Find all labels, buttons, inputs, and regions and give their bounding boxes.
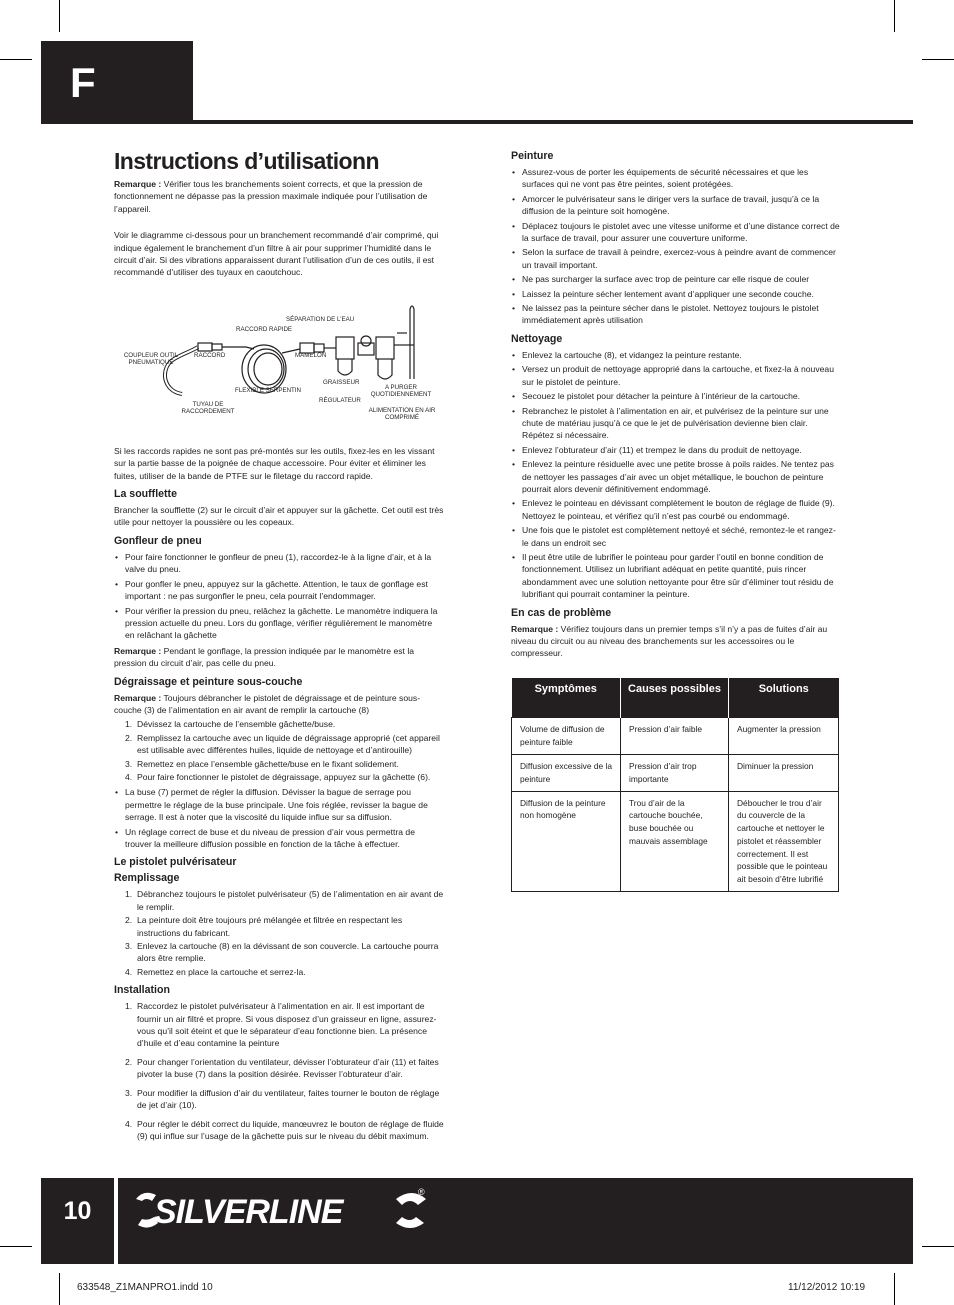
crop-mark [894,0,895,32]
list-item [114,771,444,783]
step-number: 4. [125,966,133,977]
list-item: • Enlevez le pointeau en dévissant complètement le bouton de réglage de fluide (9). Nettoyez le pointeau, et vérifiez qu’il n’est pas courbé ou endommagé. [511,497,841,522]
step-number: 3. [125,758,133,769]
note-text: Pendant le gonflage, la pression indiquée par le manomètre est la pression du circuit d’air, pas celle du pneu. [114,645,415,669]
crop-mark [59,0,60,32]
header-symptomes: Symptômes [512,678,621,718]
label-coupleur: COUPLEUR OUTIL PNEUMATIQUE [123,351,179,367]
list-item: • Versez un produit de nettoyage approprié dans la cartouche, et fixez-la à nouveau sur le pistolet de peinture. [511,363,841,388]
step-text: Pour modifier la diffusion d’air du ventilateur, faites tourner le bouton de réglage de jet d’air (10). [137,1087,440,1111]
right-column [511,150,841,892]
file-slug: 633548_Z1MANPRO1.indd 10 [77,1282,213,1293]
list-item: • Une fois que le pistolet est complètement nettoyé et séché, remontez-le et rangez-le dans un endroit sec [511,524,841,549]
crop-mark [0,59,32,60]
note-label: Remarque : [511,623,559,634]
list-item: • Enlevez la peinture résiduelle avec une petite brosse à poils raides. Ne tentez pas de nettoyer les passages d’air avec un objet métallique, le bouchon de peinture pourrait alors devenir définitivement endommagé. [511,458,841,495]
step-text: Remettez en place la cartouche et serrez-la. [137,966,306,977]
label-flexible: FLEXIBLE SERPENTIN [235,386,302,394]
logo-graphic [134,1185,434,1235]
list-item [114,940,444,965]
date-slug: 11/12/2012 10:19 [788,1282,866,1293]
page-number: 10 [63,1197,92,1225]
list-item: • Ne pas surcharger la surface avec trop de peinture car elle risque de couler [511,273,841,285]
soufflette-paragraph: Brancher la soufflette (2) sur le circuit d’air et appuyer sur la gâchette. Cet outil est très utile pour nettoyer la poussière ou les copeaux. [114,505,444,528]
step-number: 1. [125,1001,133,1012]
list-item: • Déplacez toujours le pistolet avec une vitesse uniforme et d’une distance correct de la surface de travail, pour assurer une couverture uniforme. [511,220,841,245]
registered-mark: ® [418,1187,425,1197]
label-separation-eau: SÉPARATION DE L’EAU [286,315,355,323]
table-cell: Déboucher le trou d’air du couvercle de la cartouche et nettoyer le pistolet et réassembler correctement. Il est possible que le pointeau ait besoin d’être lubrifié [729,791,839,892]
label-graisseur: GRAISSEUR [323,378,360,386]
list-item: • Rebranchez le pistolet à l’alimentation en air, et pulvérisez de la peinture sur une chute de matériau jusqu’à ce que le jet de pulvérisation devienne bien clair. Répétez si nécessaire. [511,405,841,442]
raccords-paragraph: Si les raccords rapides ne sont pas pré-montés sur les outils, fixez-les en les vissant sur la partie basse de la poignée de chaque accessoire. Pour éviter et éliminer les fuites, utiliser de la bande de PTFE sur le filetage du raccord rapide. [114,445,435,481]
table-cell: Augmenter la pression [729,718,839,755]
language-letter: F [70,59,96,106]
gonfleur-list [114,551,444,642]
list-item [114,758,444,770]
list-item: • Il peut être utile de lubrifier le pointeau pour garder l’outil en bonne condition de fonctionnement. Utilisez un lubrifiant adéquat en petite quantité, puis rincer abondamment avec une solution nettoyante pour être sûr d’éliminer tout résidu de lubrifiant qui pourrait contaminer la peinture. [511,551,841,601]
list-item: • Laissez la peinture sécher lentement avant d’appliquer une seconde couche. [511,288,841,300]
remplissage-steps [114,888,444,978]
list-item: • Selon la surface de travail à peindre, exercez-vous à peindre avant de commencer un travail important. [511,246,841,271]
label-mamelon: MAMELON [295,351,327,359]
label-regulateur: RÉGULATEUR [319,396,361,404]
list-item [114,718,444,730]
logo-wordmark: SILVERLINE [154,1193,343,1231]
gonfleur-note [114,645,444,670]
label-raccord-rapide: RACCORD RAPIDE [236,325,293,333]
step-text: Dévissez la cartouche de l’ensemble gâchette/buse. [137,719,336,730]
degraissage-steps [114,718,444,783]
left-column [114,148,444,1148]
list-item [114,1056,444,1081]
crop-mark [922,1246,954,1247]
list-item [114,888,444,913]
installation-heading: Installation [114,984,170,997]
list-item [114,914,444,939]
list-item [114,732,444,757]
note-label: Remarque : [114,692,162,703]
label-tuyau: TUYAU DE RACCORDEMENT [181,400,235,416]
label-raccord: RACCORD [194,351,226,359]
table-cell: Volume de diffusion de peinture faible [512,718,621,755]
list-item: • Secouez le pistolet pour détacher la peinture à l’intérieur de la cartouche. [511,390,841,402]
gonfleur-heading: Gonfleur de pneu [114,534,202,547]
probleme-heading: En cas de problème [511,606,612,619]
step-number: 3. [125,941,133,952]
list-item [114,1087,444,1112]
step-text: Remplissez la cartouche avec un liquide de dégraissage approprié (cet appareil est utilisable avec différentes huiles, liquide de nettoyage et d’antirouille) [137,732,440,756]
silverline-logo [134,1185,434,1235]
step-text: Pour changer l’orientation du ventilateur, dévisser l’obturateur d’air (11) et faites pivoter la buse (7) dans la position désirée. Revisser l’obturateur d’air. [137,1056,439,1080]
peinture-list [511,166,841,327]
step-number: 2. [125,1056,133,1067]
table-row [512,718,839,755]
list-item: • Enlevez la cartouche (8), et vidangez la peinture restante. [511,349,841,361]
step-number: 1. [125,889,133,900]
step-number: 3. [125,1087,133,1098]
nettoyage-heading: Nettoyage [511,332,563,345]
soufflette-heading: La soufflette [114,488,177,501]
list-item: • Pour vérifier la pression du pneu, relâchez la gâchette. Le manomètre indiquera la pression actuelle du pneu. Lors du gonflage, vérifier régulièrement le manomètre en relâchant la gâchette [114,605,444,642]
step-text: Enlevez la cartouche (8) en la dévissant de son couvercle. La cartouche pourra alors être remplie. [137,941,439,964]
list-item [114,966,444,978]
troubleshooting-table [511,678,839,892]
note-text: Vérifiez toujours dans un premier temps s’il n’y a pas de fuites d’air au niveau du circuit ou au niveau des branchements sur les accessoires ou le compresseur. [511,623,828,659]
language-tab [41,41,193,124]
intro-paragraph: Voir le diagramme ci-dessous pour un branchement recommandé d’air comprimé, qui indique également le branchement d’un filtre à air pour supprimer l’humidité dans le circuit d’air. Si des vibrations apparaissent durant l’utilisation d’un de ces outils, il est recommandé d’utiliser des tuyaux en caoutchouc. [114,230,439,278]
table-cell: Diminuer la pression [729,754,839,791]
page-title: Instructions d’utilisationn [114,148,379,174]
crop-mark [59,1273,60,1305]
note-label: Remarque : [114,645,162,656]
header-solutions: Solutions [729,678,839,718]
note-label: Remarque : [114,179,162,189]
remplissage-heading: Remplissage [114,872,180,885]
crop-mark [894,1273,895,1305]
table-cell: Pression d’air trop importante [621,754,729,791]
table-header-row [512,678,839,718]
table-cell: Diffusion de la peinture non homogène [512,791,621,892]
step-number: 2. [125,915,133,926]
label-purger: A PURGER QUOTIDIENNEMENT [370,383,432,399]
list-item: • Amorcer le pulvérisateur sans le diriger vers la surface de travail, jusqu’à ce la diffusion de la peinture soit homogène. [511,193,841,218]
step-text: Remettez en place l’ensemble gâchette/buse en le fixant solidement. [137,758,399,769]
installation-steps [114,1000,444,1142]
label-alimentation: ALIMENTATION EN AIR COMPRIMÉ [368,406,436,422]
list-item: • Pour gonfler le pneu, appuyez sur la gâchette. Attention, le taux de gonflage est important : ne pas surgonfler le pneu, cela pourrait l’endommager. [114,578,444,603]
step-number: 2. [125,732,133,743]
list-item [114,1000,444,1050]
degraissage-note [114,692,444,717]
degraissage-heading: Dégraissage et peinture sous-couche [114,675,303,688]
list-item: • Assurez-vous de porter les équipements de sécurité nécessaires et que les surfaces qui ne vont pas être peintes, soient protégées. [511,166,841,191]
list-item: • Un réglage correct de buse et du niveau de pression d’air vous permettra de trouver la meilleure diffusion possible en fonction de la tâche à effectuer. [114,826,444,851]
table-row [512,791,839,892]
list-item: • La buse (7) permet de régler la diffusion. Dévisser la bague de serrage pou permettre le réglage de la buse principale. Une fois réglée, revisser la bague de serrage. Il est à noter que la viscosité du liquide influe sur sa diffusion. [114,786,444,823]
degraissage-bullets [114,786,444,850]
note-text: Toujours débrancher le pistolet de dégraissage et de peinture sous-couche (3) de l’alimentation en air avant de remplir la cartouche (8) [114,692,421,715]
nettoyage-list [511,349,841,601]
step-text: Raccordez le pistolet pulvérisateur à l’alimentation en air. Il est important de fournir un air filtré et propre. Si vous disposez d’un graisseur en ligne, assurez-vous qu’il soit éteint et que le séparateur d’eau fonctionne bien. La présence d’huile et d’eau contamine la peinture [137,1001,437,1049]
air-connection-diagram [114,287,444,437]
step-number: 4. [125,771,133,782]
table-cell: Pression d’air faible [621,718,729,755]
list-item [114,1118,444,1143]
step-text: Pour faire fonctionner le pistolet de dégraissage, appuyez sur la gâchette (6). [137,771,431,782]
note-text: Vérifier tous les branchements soient corrects, et que la pression de fonctionnement ne dépasse pas la pression maximale indiquée pour l’utilisation de l’appareil. [114,179,428,214]
crop-mark [0,1246,32,1247]
step-text: Débranchez toujours le pistolet pulvérisateur (5) de l’alimentation en air avant de le remplir. [137,889,444,912]
pistolet-heading: Le pistolet pulvérisateur [114,856,237,869]
step-text: La peinture doit être toujours pré mélangée et filtrée en respectant les instructions du fabricant. [137,915,403,938]
table-row [512,754,839,791]
header-causes: Causes possibles [621,678,729,718]
step-number: 4. [125,1118,133,1129]
list-item: • Ne laissez pas la peinture sécher dans le pistolet. Nettoyez toujours le pistolet immédiatement après utilisation [511,302,841,327]
probleme-note [511,623,841,660]
peinture-heading: Peinture [511,150,554,162]
table-cell: Diffusion excessive de la peinture [512,754,621,791]
header-rule [41,120,913,124]
list-item: • Pour faire fonctionner le gonfleur de pneu (1), raccordez-le à la ligne d’air, et à la valve du pneu. [114,551,444,576]
footer-divider [114,1178,118,1264]
step-text: Pour régler le débit correct du liquide, manœuvrez le bouton de réglage de fluide (9) qui influe sur l’usage de la gâchette puis sur le niveau du débit maximum. [137,1118,444,1141]
crop-mark [922,59,954,60]
note-paragraph [114,178,444,215]
table-cell: Trou d’air de la cartouche bouchée, buse bouchée ou mauvais assemblage [621,791,729,892]
step-number: 1. [125,719,133,730]
list-item: • Enlevez l’obturateur d’air (11) et trempez le dans du produit de nettoyage. [511,444,841,456]
